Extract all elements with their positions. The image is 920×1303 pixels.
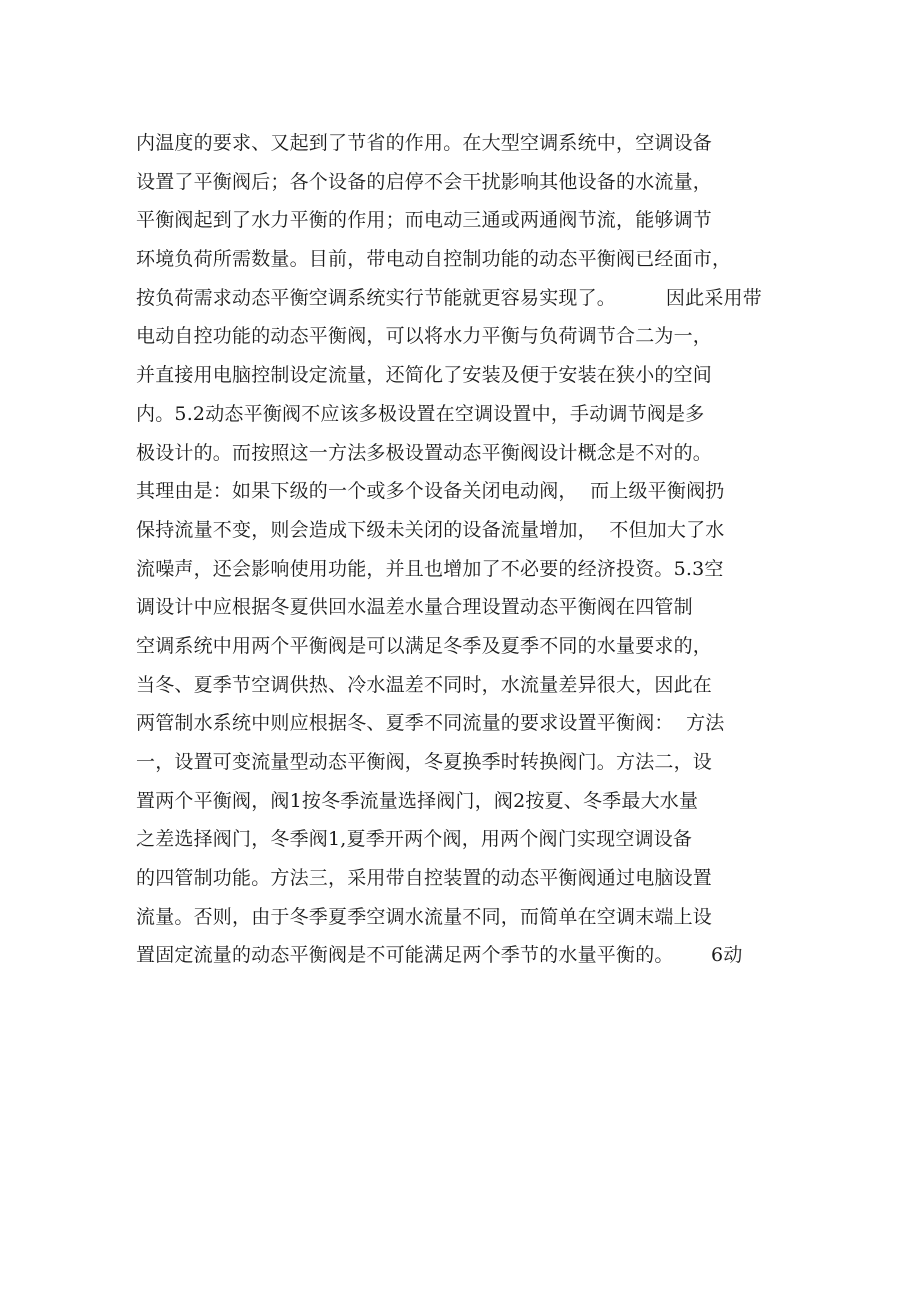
text-line-1: 内温度的要求、又起到了节省的作用。在大型空调系统中，空调设备 <box>136 132 713 154</box>
text-line-10: 其理由是：如果下级的一个或多个设备关闭电动阀， 而上级平衡阀扔 <box>136 480 725 503</box>
text-line-14: 空调系统中用两个平衡阀是可以满足冬季及夏季不同的水量要求的， <box>136 634 713 657</box>
text-line-11: 保持流量不变，则会造成下级未关闭的设备流量增加， 不但加大了水 <box>136 518 725 541</box>
text-line-6: 电动自控功能的动态平衡阀，可以将水力平衡与负荷调节合二为一， <box>136 325 713 348</box>
text-line-4: 环境负荷所需数量。目前，带电动自控制功能的动态平衡阀已经面市， <box>136 248 732 271</box>
text-line-21: 流量。否则，由于冬季夏季空调水流量不同，而简单在空调末端上设 <box>136 905 713 928</box>
text-line-19: 之差选择阀门，冬季阀1,夏季开两个阀，用两个阀门实现空调设备 <box>136 828 693 851</box>
text-line-8: 内。5.2动态平衡阀不应该多极设置在空调设置中，手动调节阀是多 <box>136 402 705 425</box>
text-line-13: 调设计中应根据冬夏供回水温差水量合理设置动态平衡阀在四管制 <box>136 596 693 619</box>
text-line-15: 当冬、夏季节空调供热、冷水温差不同时，水流量差异很大，因此在 <box>136 673 713 696</box>
text-line-7: 并直接用电脑控制设定流量，还简化了安装及便于安装在狭小的空间 <box>136 364 713 387</box>
text-line-3: 平衡阀起到了水力平衡的作用；而电动三通或两通阀节流，能够调节 <box>136 209 713 232</box>
text-line-5: 按负荷需求动态平衡空调系统实行节能就更容易实现了。 因此采用带 <box>136 286 762 309</box>
text-line-9: 极设计的。而按照这一方法多极设置动态平衡阀设计概念是不对的。 <box>136 441 713 464</box>
text-line-22: 置固定流量的动态平衡阀是不可能满足两个季节的水量平衡的。 6动 <box>136 944 743 967</box>
text-line-2: 设置了平衡阀后；各个设备的启停不会干扰影响其他设备的水流量， <box>136 170 713 193</box>
text-line-12: 流噪声，还会影响使用功能，并且也增加了不必要的经济投资。5.3空 <box>136 557 724 580</box>
text-line-20: 的四管制功能。方法三，采用带自控装置的动态平衡阀通过电脑设置 <box>136 867 713 890</box>
text-line-18: 置两个平衡阀，阀1按冬季流量选择阀门，阀2按夏、冬季最大水量 <box>136 789 699 812</box>
body-text <box>136 124 776 975</box>
text-line-17: 一，设置可变流量型动态平衡阀，冬夏换季时转换阀门。方法二，设 <box>136 751 713 773</box>
text-line-16: 两管制水系统中则应根据冬、夏季不同流量的要求设置平衡阀： 方法 <box>136 712 725 735</box>
